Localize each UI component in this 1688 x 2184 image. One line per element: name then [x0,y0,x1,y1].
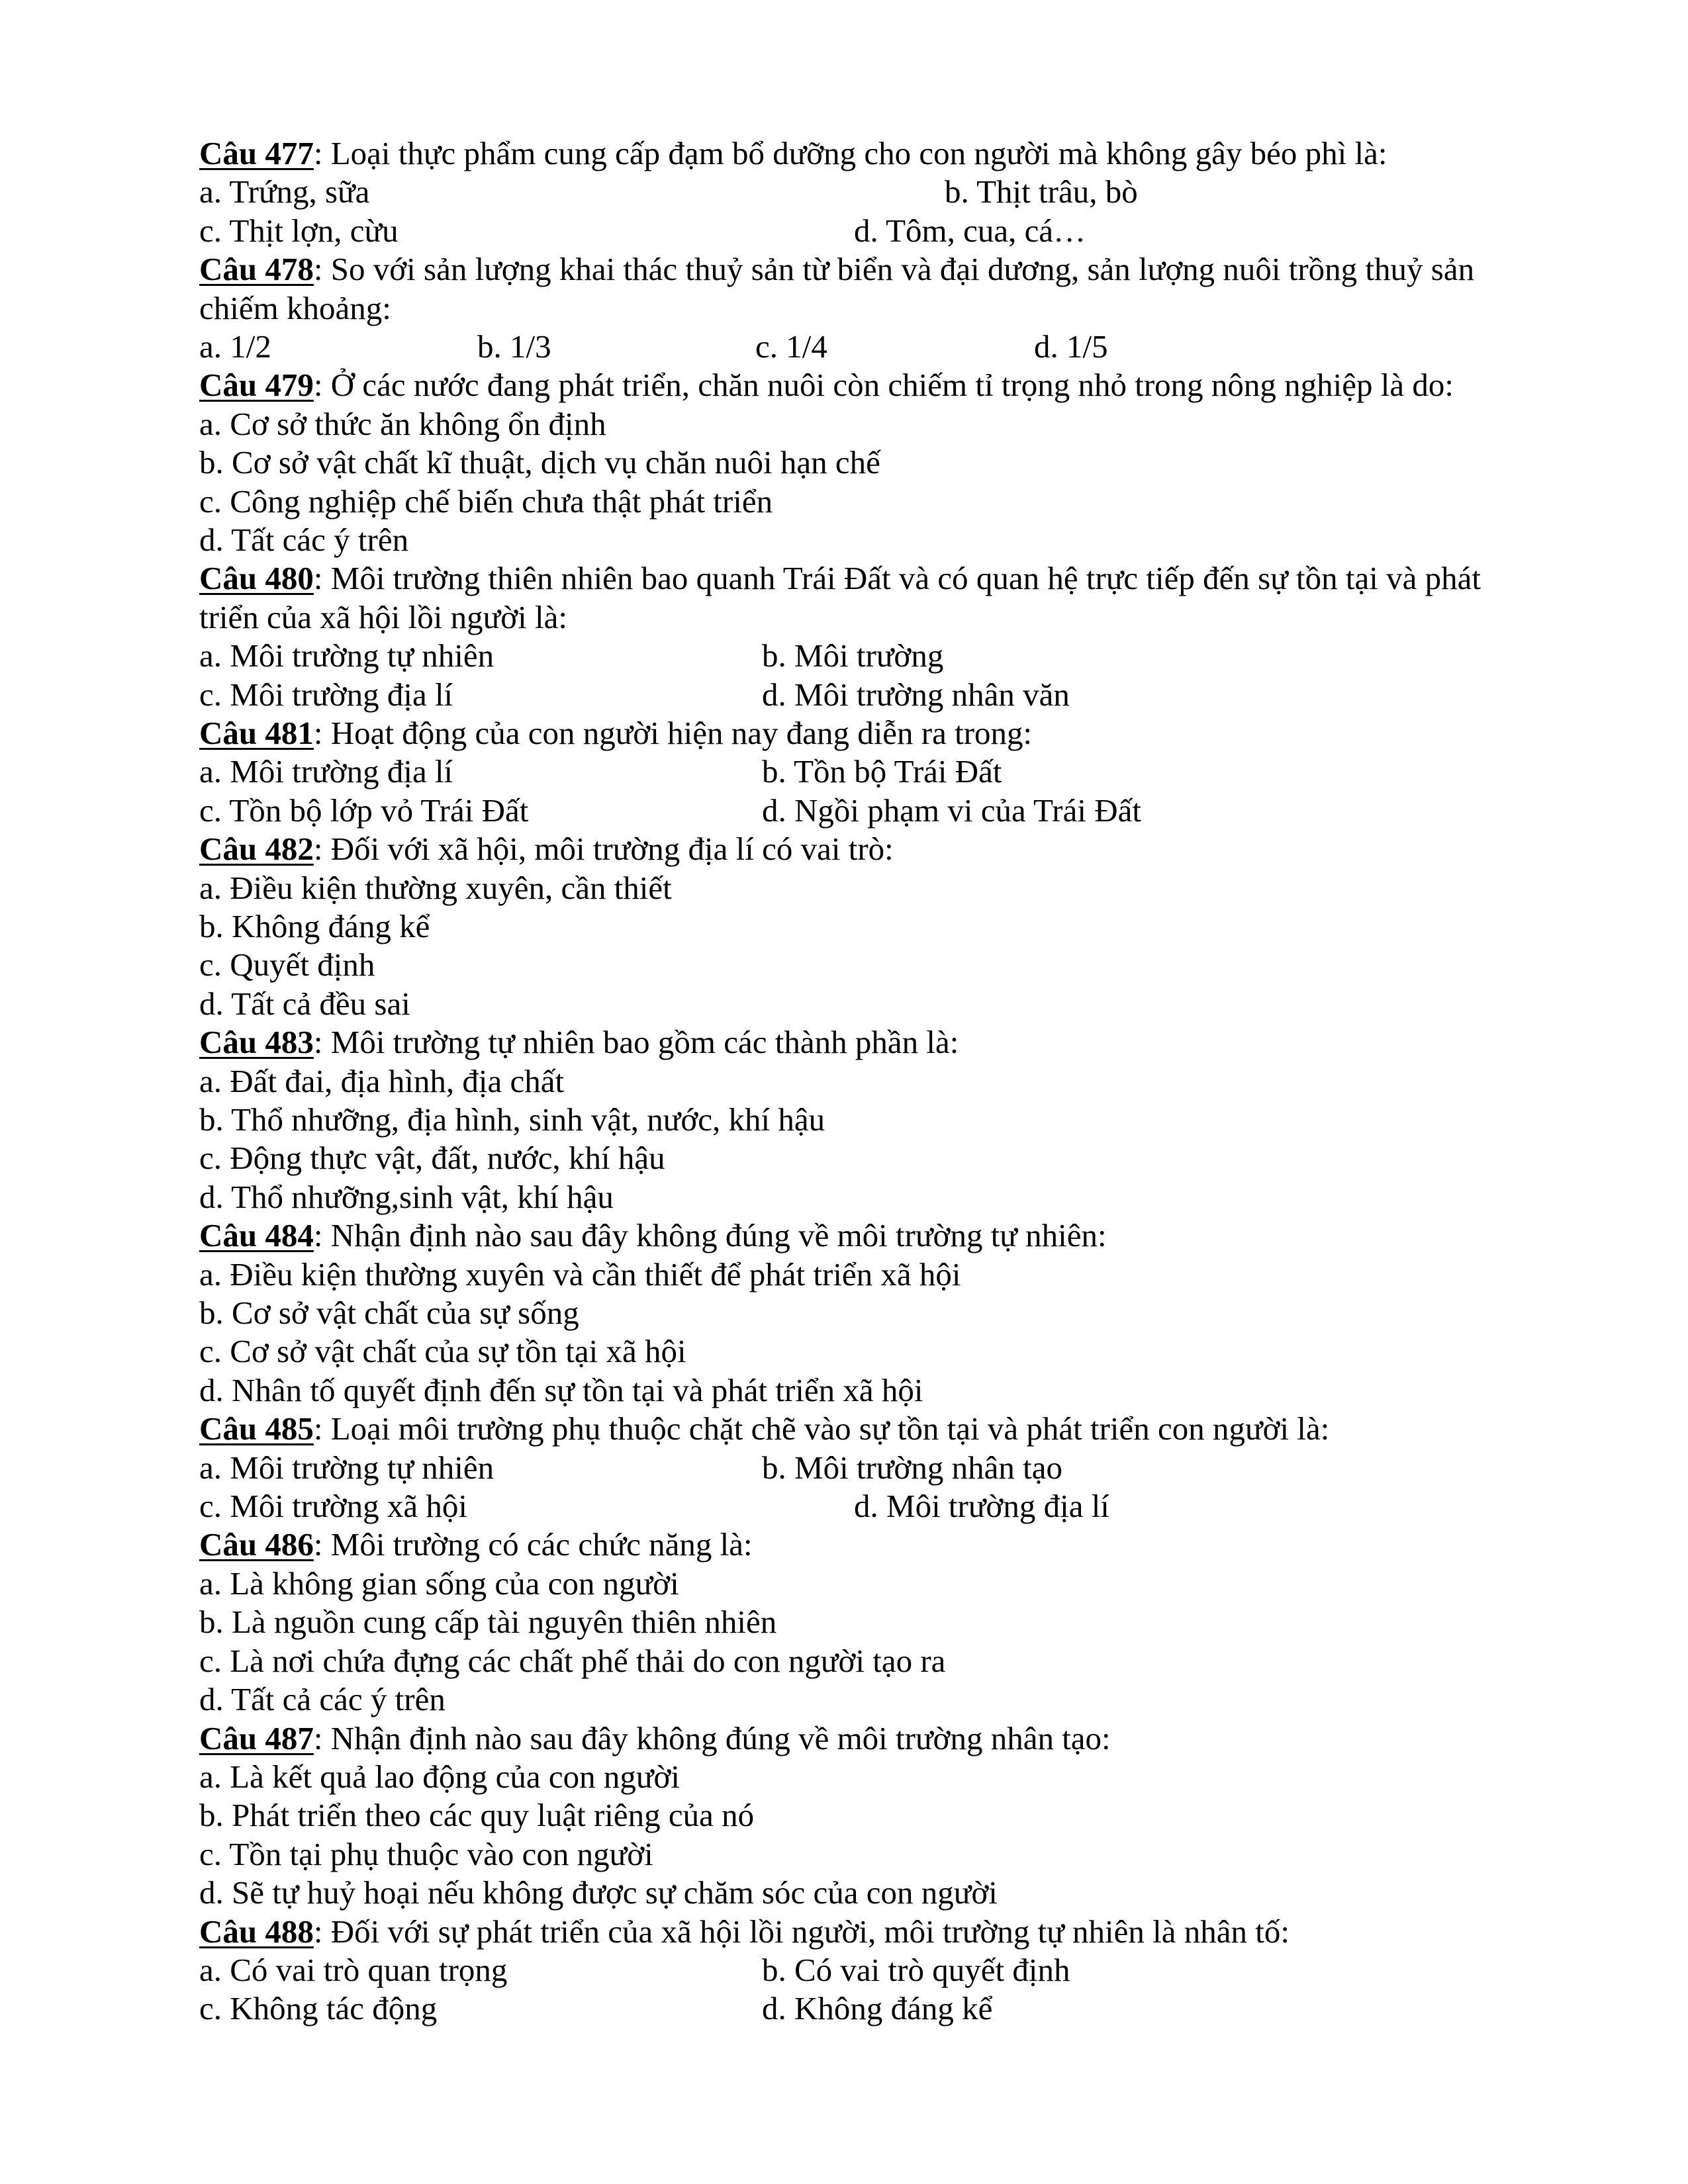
option-c: c. Tồn bộ lớp vỏ Trái Đất [199,792,529,829]
question-number: Câu 482 [199,831,314,868]
option-row [199,1951,1517,1989]
question-text: : Môi trường thiên nhiên bao quanh Trái Đất và có quan hệ trực tiếp đến sự tồn tại và phát triển của xã hội lồi người là: [199,560,1481,635]
question-number: Câu 477 [199,135,314,171]
question-number: Câu 487 [199,1719,314,1756]
question-text: : Ở các nước đang phát triển, chăn nuôi còn chiếm tỉ trọng nhỏ trong nông nghiệp là do: [313,367,1454,404]
option-d: d. Tất các ý trên [199,522,409,559]
question-text: : Hoạt động của con người hiện nay đang diễn ra trong: [313,715,1033,752]
question-stem [199,134,1517,173]
option-a: a. 1/2 [199,328,271,365]
option-c: c. Quyết định [199,946,375,983]
question-text: : Đối với xã hội, môi trường địa lí có vai trò: [313,831,894,868]
option-row [199,676,1517,714]
option-c: c. Thịt lợn, cừu [199,212,399,249]
question-number: Câu 488 [199,1913,314,1950]
option-row [199,792,1517,830]
option-row [199,1989,1517,2028]
question-text: : Nhận định nào sau đây không đúng về môi trường tự nhiên: [313,1217,1107,1254]
option-c: c. 1/4 [755,328,827,365]
option-a: a. Môi trường tự nhiên [199,637,494,674]
option-a: a. Điều kiện thường xuyên, cần thiết [199,869,672,906]
question-text: : Loại môi trường phụ thuộc chặt chẽ vào sự tồn tại và phát triển con người là: [313,1410,1330,1447]
option-d: d. 1/5 [1034,328,1108,365]
option-c: c. Tồn tại phụ thuộc vào con người [199,1835,653,1872]
option-a: a. Môi trường tự nhiên [199,1449,494,1486]
question-stem [199,559,1517,637]
option-b: b. Là nguồn cung cấp tài nguyên thiên nhiên [199,1604,777,1641]
question-483 [199,1023,1517,1216]
question-477 [199,134,1517,250]
option-row [199,328,1517,366]
option-b: b. 1/3 [477,328,551,365]
option-a: a. Cơ sở thức ăn không ổn định [199,405,606,442]
option-d: d. Tôm, cua, cá… [854,212,1086,249]
option-b: b. Cơ sở vật chất kĩ thuật, dịch vụ chăn nuôi hạn chế [199,444,880,481]
option-c: c. Công nghiệp chế biến chưa thật phát triển [199,482,773,520]
option-d: d. Tất cả các ý trên [199,1681,445,1718]
option-a: a. Môi trường địa lí [199,753,453,790]
option-row [199,752,1517,791]
question-text: : Môi trường có các chức năng là: [313,1526,753,1563]
option-b: b. Có vai trò quyết định [762,1951,1070,1988]
question-text: : Môi trường tự nhiên bao gồm các thành phần là: [313,1024,959,1061]
option-row [199,212,1517,250]
question-stem [199,1410,1517,1448]
option-c: c. Môi trường xã hội [199,1488,467,1525]
option-a: a. Là không gian sống của con người [199,1565,679,1602]
question-481 [199,714,1517,830]
question-487 [199,1719,1517,1913]
option-c: c. Không tác động [199,1990,438,2027]
option-d: d. Không đáng kể [762,1990,993,2027]
question-stem [199,1913,1517,1951]
option-row [199,1449,1517,1487]
option-a: a. Điều kiện thường xuyên và cần thiết để phát triển xã hội [199,1255,961,1293]
question-number: Câu 478 [199,251,314,288]
option-c: c. Là nơi chứa đựng các chất phế thải do con người tạo ra [199,1642,946,1679]
question-stem [199,366,1517,404]
question-stem [199,1525,1517,1564]
question-478 [199,250,1517,366]
question-stem [199,250,1517,328]
question-text: : Nhận định nào sau đây không đúng về môi trường nhân tạo: [313,1719,1111,1756]
option-d: d. Ngồi phạm vi của Trái Đất [762,792,1141,829]
option-b: b. Môi trường nhân tạo [762,1449,1062,1486]
question-482 [199,830,1517,1023]
question-485 [199,1410,1517,1525]
option-d: d. Nhân tố quyết định đến sự tồn tại và phát triển xã hội [199,1371,923,1408]
question-479 [199,366,1517,559]
question-488 [199,1913,1517,2028]
question-stem [199,1216,1517,1255]
question-stem [199,714,1517,752]
option-d: d. Môi trường nhân văn [762,676,1070,713]
option-row [199,1487,1517,1525]
option-a: a. Có vai trò quan trọng [199,1951,508,1988]
question-480 [199,559,1517,714]
question-text: : So với sản lượng khai thác thuỷ sản từ biển và đại dương, sản lượng nuôi trồng thuỷ sản chiếm khoảng: [199,251,1475,326]
option-a: a. Trứng, sữa [199,173,370,210]
option-b: b. Tồn bộ Trái Đất [762,753,1002,790]
option-c: c. Động thực vật, đất, nước, khí hậu [199,1140,665,1177]
question-number: Câu 480 [199,560,314,597]
option-d: d. Sẽ tự huỷ hoại nếu không được sự chăm sóc của con người [199,1874,998,1911]
option-d: d. Môi trường địa lí [854,1488,1109,1525]
question-number: Câu 485 [199,1410,314,1447]
option-a: a. Đất đai, địa hình, địa chất [199,1062,565,1099]
question-486 [199,1525,1517,1719]
option-b: b. Thịt trâu, bò [945,173,1138,210]
question-text: : Đối với sự phát triển của xã hội lồi người, môi trường tự nhiên là nhân tố: [313,1913,1289,1950]
option-row [199,637,1517,675]
question-number: Câu 486 [199,1526,314,1563]
option-c: c. Môi trường địa lí [199,676,453,713]
question-stem [199,830,1517,868]
option-d: d. Thổ nhưỡng,sinh vật, khí hậu [199,1178,614,1215]
document-page [199,134,1517,2028]
question-number: Câu 481 [199,715,314,752]
option-b: b. Thổ nhưỡng, địa hình, sinh vật, nước, khí hậu [199,1101,825,1138]
option-b: b. Cơ sở vật chất của sự sống [199,1295,579,1332]
option-c: c. Cơ sở vật chất của sự tồn tại xã hội [199,1333,686,1370]
question-stem [199,1023,1517,1062]
option-d: d. Tất cả đều sai [199,985,410,1022]
question-number: Câu 483 [199,1024,314,1061]
question-484 [199,1216,1517,1410]
option-b: b. Phát triển theo các quy luật riêng của nó [199,1797,755,1834]
question-number: Câu 479 [199,367,314,404]
option-a: a. Là kết quả lao động của con người [199,1758,680,1795]
question-stem [199,1719,1517,1758]
option-b: b. Không đáng kể [199,908,430,945]
question-number: Câu 484 [199,1217,314,1254]
option-row [199,173,1517,211]
option-b: b. Môi trường [762,637,944,674]
question-text: : Loại thực phẩm cung cấp đạm bổ dưỡng cho con người mà không gây béo phì là: [313,135,1387,171]
